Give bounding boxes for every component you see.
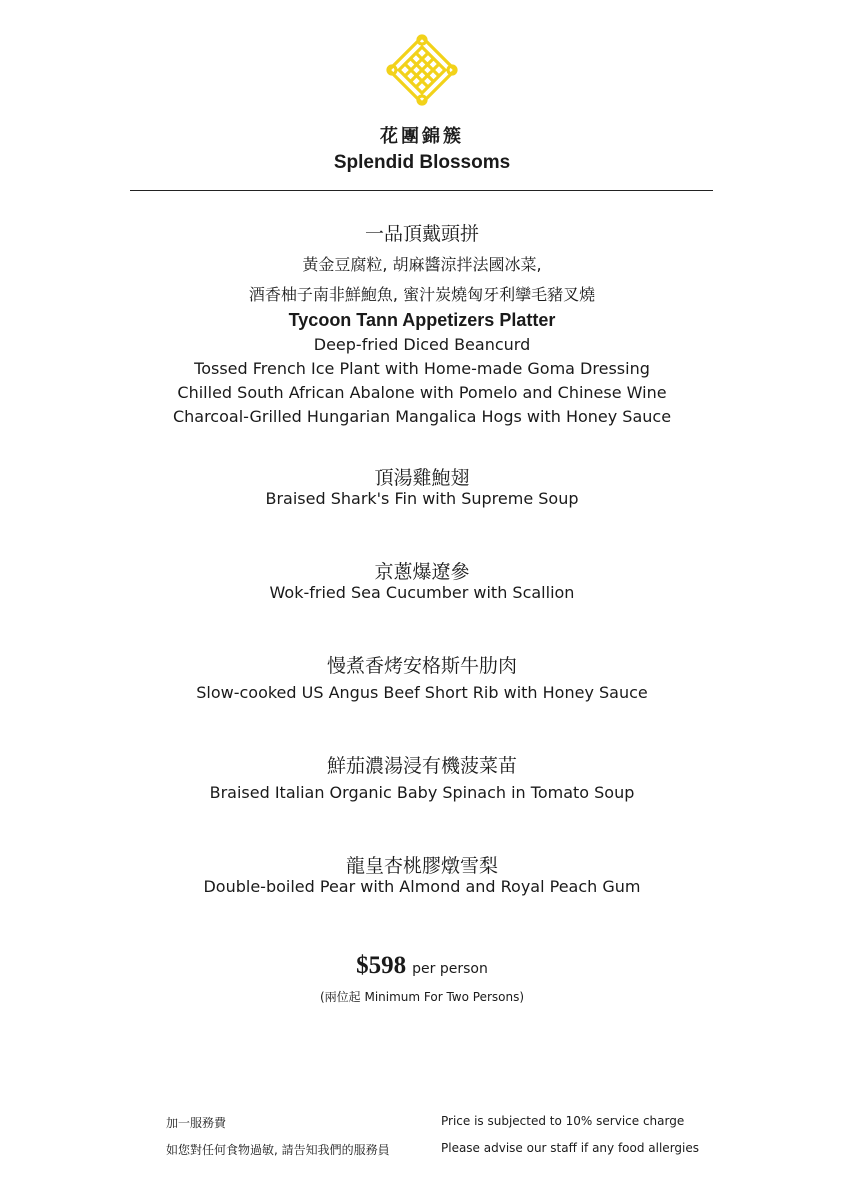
allergy-note-zh: 如您對任何食物過敏, 請告知我們的服務員 bbox=[166, 1143, 390, 1157]
endless-knot-logo-icon bbox=[386, 34, 458, 106]
course-2-title-zh: 頂湯雞鮑翅 bbox=[374, 467, 470, 489]
course-4-title-zh: 慢煮香烤安格斯牛肋肉 bbox=[326, 655, 517, 677]
course-1-desc-en-1: Deep-fried Diced Beancurd bbox=[313, 335, 531, 354]
course-1-desc-en-4: Charcoal-Grilled Hungarian Mangalica Hogs with Honey Sauce bbox=[172, 407, 672, 426]
course-2-desc-en: Braised Shark's Fin with Supreme Soup bbox=[265, 489, 579, 508]
course-1-desc-zh-2: 酒香柚子南非鮮鮑魚, 蜜汁炭燒匈牙利攣毛豬叉燒 bbox=[248, 285, 596, 304]
header-divider bbox=[130, 190, 713, 191]
course-3-desc-en: Wok-fried Sea Cucumber with Scallion bbox=[269, 583, 575, 602]
allergy-note-en: Please advise our staff if any food allergies bbox=[441, 1141, 699, 1155]
price-amount: $598 bbox=[356, 952, 407, 979]
course-1-title-zh: 一品頂戴頭拼 bbox=[364, 223, 479, 245]
course-6-desc-en: Double-boiled Pear with Almond and Royal Peach Gum bbox=[203, 877, 641, 896]
course-4-desc-en: Slow-cooked US Angus Beef Short Rib with Honey Sauce bbox=[196, 683, 648, 702]
menu-title-chinese: 花團錦簇 bbox=[380, 126, 464, 147]
course-1-desc-en-2: Tossed French Ice Plant with Home-made Goma Dressing bbox=[194, 359, 650, 378]
service-charge-zh: 加一服務費 bbox=[166, 1116, 227, 1130]
course-6-title-zh: 龍皇杏桃膠燉雪梨 bbox=[345, 855, 498, 877]
minimum-persons-note: (兩位起 Minimum For Two Persons) bbox=[319, 990, 525, 1004]
service-charge-en: Price is subjected to 10% service charge bbox=[441, 1114, 685, 1128]
menu-title-english: Splendid Blossoms bbox=[333, 152, 511, 173]
course-5-title-zh: 鮮茄濃湯浸有機菠菜苗 bbox=[326, 755, 517, 777]
course-5-desc-en: Braised Italian Organic Baby Spinach in Tomato Soup bbox=[209, 783, 635, 802]
course-1-title-en: Tycoon Tann Appetizers Platter bbox=[288, 310, 556, 330]
course-1-desc-en-3: Chilled South African Abalone with Pomelo and Chinese Wine bbox=[177, 383, 667, 402]
course-3-title-zh: 京蔥爆遼參 bbox=[374, 561, 470, 583]
price-block bbox=[0, 952, 844, 980]
course-1-desc-zh-1: 黃金豆腐粒, 胡麻醬涼拌法國冰菜, bbox=[302, 255, 542, 274]
price-unit: per person bbox=[412, 961, 488, 977]
